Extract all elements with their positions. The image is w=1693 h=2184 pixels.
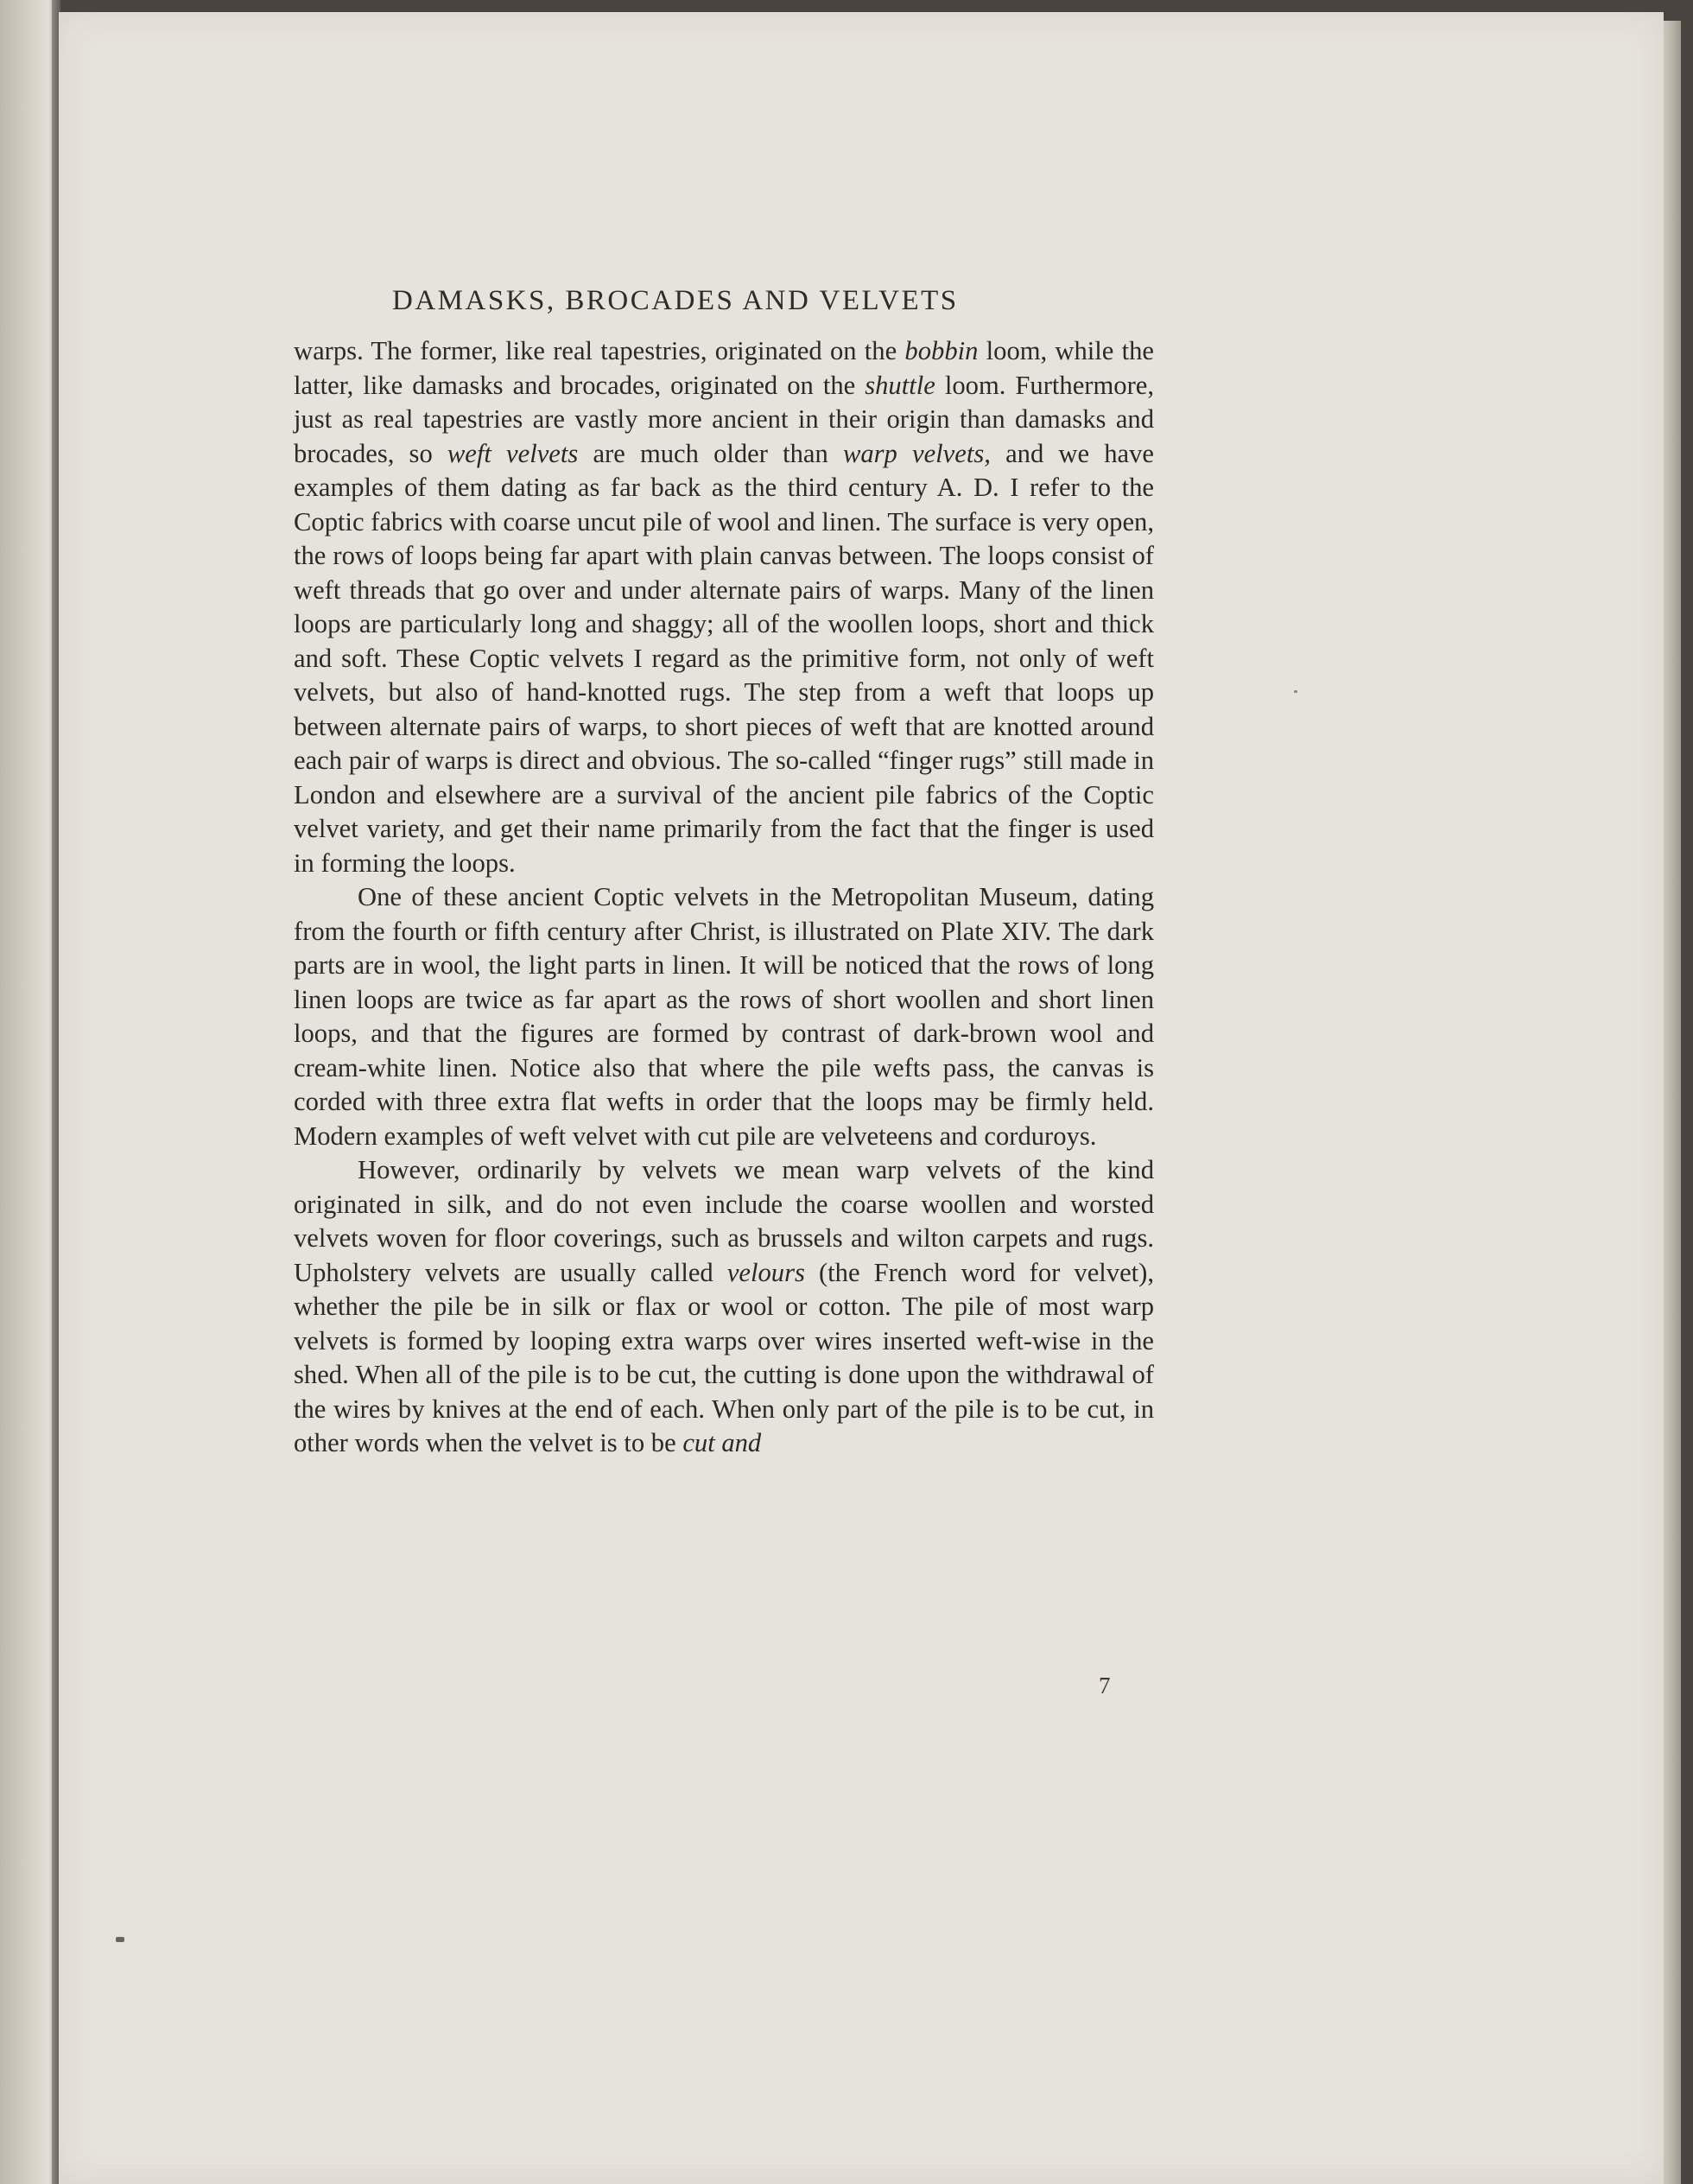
- speck-mark: [1294, 690, 1297, 693]
- facing-page-edge: [0, 0, 57, 2184]
- paragraph-2: [294, 880, 1154, 1153]
- italic-run: cut and: [682, 1428, 762, 1457]
- text-run: One of these ancient Coptic velvets in the Metropolitan Museum, dating from the fourth or fifth century after Christ, is illustrated on Plate XIV. The dark parts are in wool, the light parts in linen. It will be noticed that the rows of long linen loops are twice as far apart as the rows of short woollen and short linen loops, and that the figures are formed by contrast of dark-brown wool and cream-white linen. Notice also that where the pile wefts pass, the canvas is corded with three extra flat wefts in order that the loops may be firmly held. Modern examples of weft velvet with cut pile are velveteens and corduroys.: [294, 882, 1154, 1151]
- text-run: warps. The former, like real tapestries, originated on the: [294, 336, 905, 365]
- running-head: DAMASKS, BROCADES AND VELVETS: [392, 285, 959, 316]
- text-run: However, ordinarily by velvets we mean warp velvets of the kind originated in silk, and do not even include the coarse woollen and worsted velvets woven for floor coverings, such as brussels and wilton carpets and rugs. Upholstery velvets are usually called: [294, 1155, 1154, 1287]
- text-run: and we have examples of them dating as far back as the third century A. D. I refer to the Coptic fabrics with coarse uncut pile of wool and linen. The surface is very open, the rows of loops being far apart with plain canvas between. The loops consist of weft threads that go over and under alternate pairs of warps. Many of the linen loops are particularly long and shaggy; all of the woollen loops, short and thick and soft. These Coptic velvets I regard as the primitive form, not only of weft velvets, but also of hand-knotted rugs. The step from a weft that loops up between alternate pairs of warps, to short pieces of weft that are knotted around each pair of warps is direct and obvious. The so-called “finger rugs” still made in London and elsewhere are a survival of the ancient pile fabrics of the Coptic velvet variety, and get their name primarily from the fact that the finger is used in forming the loops.: [294, 438, 1154, 878]
- text-run: are much older than: [578, 438, 843, 468]
- text-run: loom. Furthermore, just as real tapestries are vastly more ancient in their origin than damasks and brocades, so: [294, 370, 1154, 468]
- italic-run: bobbin: [904, 336, 979, 365]
- italic-run: warp velvets,: [842, 438, 991, 468]
- speck-mark: [116, 1937, 124, 1942]
- italic-run: weft velvets: [447, 438, 579, 468]
- text-run: (the French word for velvet), whether the pile be in silk or flax or wool or cotton. The pile of most warp velvets is formed by looping extra warps over wires inserted weft-wise in the shed. When all of the pile is to be cut, the cutting is done upon the withdrawal of the wires by knives at the end of each. When only part of the pile is to be cut, in other words when the velvet is to be: [294, 1257, 1154, 1457]
- paragraph-3: [294, 1153, 1154, 1461]
- text-run: loom, while the latter, like damasks and brocades, originated on the: [294, 336, 1154, 400]
- italic-run: shuttle: [865, 370, 935, 400]
- body-text: [294, 334, 1154, 1461]
- page-number: 7: [1099, 1673, 1111, 1698]
- paragraph-1: [294, 334, 1154, 880]
- italic-run: velours: [726, 1257, 805, 1287]
